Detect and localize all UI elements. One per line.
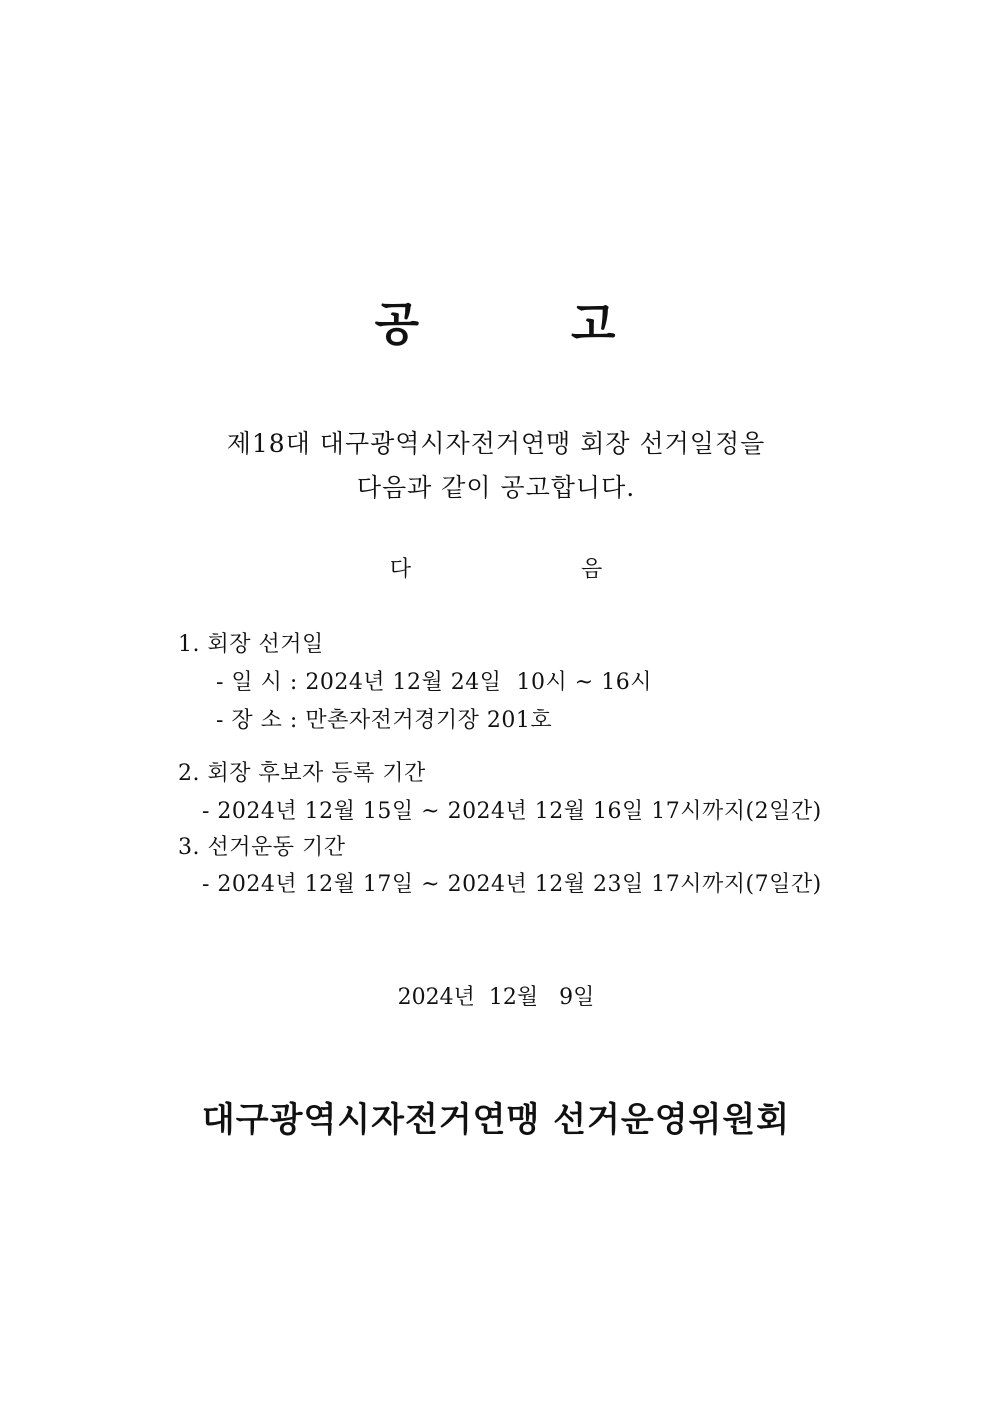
item-1-detail-1: - 일 시 : 2024년 12월 24일 10시 ~ 16시 <box>216 670 652 695</box>
notice-heading-char-2: 음 <box>581 557 603 582</box>
document-title <box>0 288 992 354</box>
notice-date: 2024년 12월 9일 <box>397 985 595 1010</box>
item-3-heading: 3. 선거운동 기간 <box>178 835 346 860</box>
item-3-detail-1: - 2024년 12월 17일 ~ 2024년 12월 23일 17시까지(7일간) <box>202 872 822 897</box>
item-1-detail-2: - 장 소 : 만촌자전거경기장 201호 <box>216 708 553 733</box>
intro-line-2: 다음과 같이 공고합니다. <box>356 473 636 502</box>
item-2-heading: 2. 회장 후보자 등록 기간 <box>178 761 426 786</box>
item-1-heading: 1. 회장 선거일 <box>178 632 324 657</box>
notice-heading-char-1: 다 <box>389 557 411 582</box>
title-char-1: 공 <box>374 297 421 351</box>
item-2-detail-1: - 2024년 12월 15일 ~ 2024년 12월 16일 17시까지(2일간) <box>202 799 822 824</box>
notice-heading <box>0 552 992 583</box>
intro-line-1: 제18대 대구광역시자전거연맹 회장 선거일정을 <box>226 429 766 458</box>
title-char-2: 고 <box>571 297 618 351</box>
organization-name: 대구광역시자전거연맹 선거운영위원회 <box>201 1100 791 1140</box>
